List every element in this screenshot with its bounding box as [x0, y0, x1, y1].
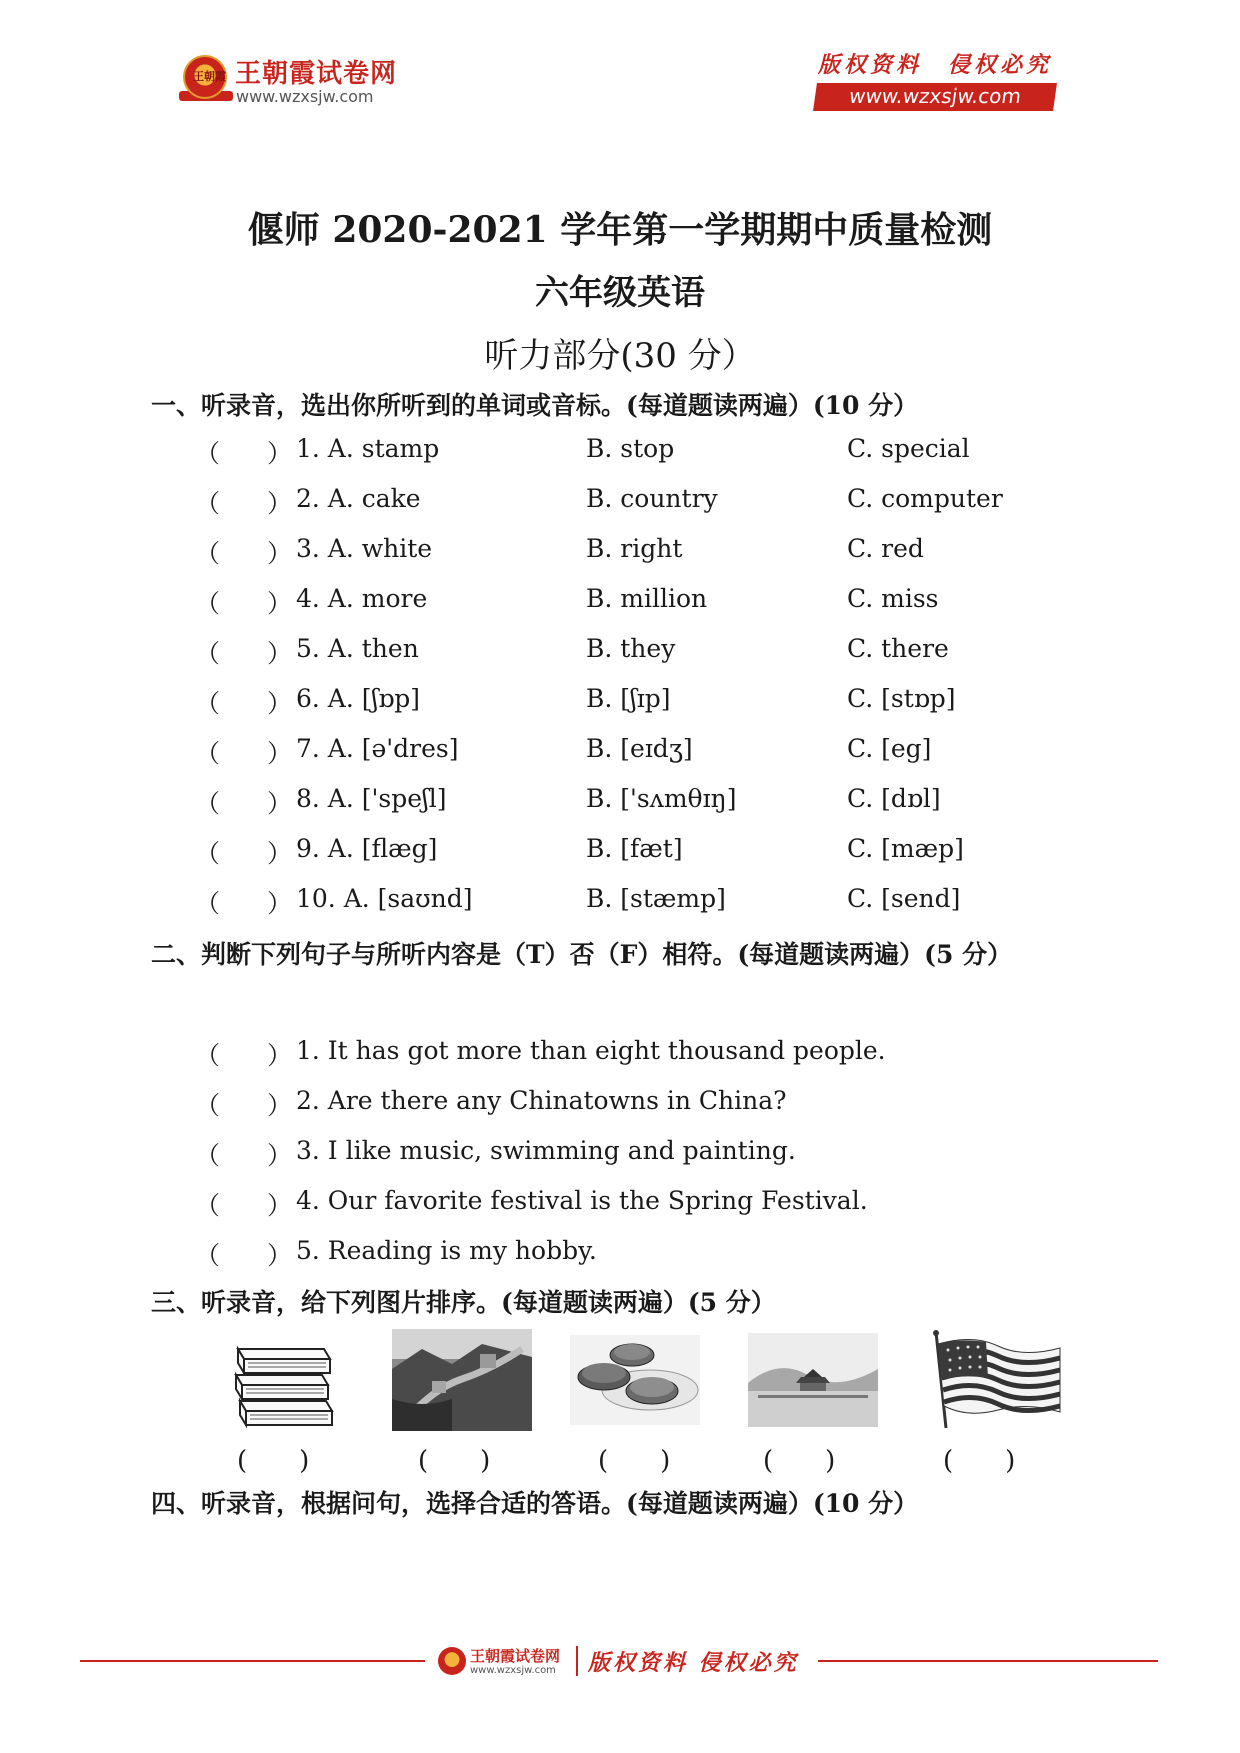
answer-paren-close: ） [267, 789, 293, 818]
option-b: B. [eɪdʒ] [586, 734, 693, 763]
answer-paren-close: ） [267, 839, 293, 868]
answer-paren-close: ） [267, 739, 293, 768]
answer-blank-1[interactable]: ( ) [237, 1446, 310, 1476]
answer-paren-open[interactable]: （ [195, 639, 221, 668]
answer-paren-close: ） [267, 689, 293, 718]
footer-brand-name: 王朝霞试卷网 [470, 1647, 561, 1665]
copyright-block [815, 48, 1055, 111]
brand-url: www.wzxsjw.com [236, 87, 374, 106]
section-part-title: 听力部分(30 分） [484, 336, 756, 376]
option-c: C. [eg] [847, 734, 932, 763]
books-picture [230, 1325, 342, 1435]
answer-paren-open[interactable]: （ [195, 839, 221, 868]
section3-heading: 三、听录音，给下列图片排序。(每道题读两遍）(5 分） [151, 1288, 776, 1317]
answer-paren-open[interactable]: （ [195, 439, 221, 468]
footer-divider-left [80, 1660, 425, 1662]
answer-paren-open[interactable]: （ [195, 1191, 221, 1220]
seal-text: 王朝霞 [193, 70, 226, 83]
footer-brand-url: www.wzxsjw.com [470, 1665, 556, 1676]
option-b: B. stop [586, 434, 675, 463]
option-b: B. ['sʌmθɪŋ] [586, 784, 737, 813]
answer-paren-close: ） [267, 1191, 293, 1220]
answer-paren-close: ） [267, 439, 293, 468]
option-a: 2. A. cake [296, 484, 421, 513]
answer-blank-3[interactable]: ( ) [598, 1446, 671, 1476]
answer-paren-close: ） [267, 1141, 293, 1170]
option-b: B. they [586, 634, 676, 663]
answer-paren-close: ） [267, 539, 293, 568]
answer-paren-open[interactable]: （ [195, 1241, 221, 1270]
option-a: 9. A. [flæg] [296, 834, 438, 863]
landscape-picture [748, 1325, 878, 1435]
answer-paren-open[interactable]: （ [195, 589, 221, 618]
exam-title: 偃师 2020-2021 学年第一学期期中质量检测 [247, 209, 993, 251]
answer-paren-close: ） [267, 589, 293, 618]
statement-text: 5. Reading is my hobby. [296, 1236, 597, 1265]
option-a: 6. A. [ʃɒp] [296, 684, 421, 713]
answer-paren-open[interactable]: （ [195, 489, 221, 518]
brand-name: 王朝霞试卷网 [235, 59, 398, 89]
option-b: B. [fæt] [586, 834, 683, 863]
option-a: 4. A. more [296, 584, 428, 613]
footer-logo [438, 1645, 578, 1681]
option-b: B. right [586, 534, 683, 563]
option-c: C. computer [847, 484, 1003, 513]
option-a: 7. A. [ə'dres] [296, 734, 459, 763]
answer-paren-open[interactable]: （ [195, 789, 221, 818]
answer-blank-4[interactable]: ( ) [763, 1446, 836, 1476]
section1-heading: 一、听录音，选出你所听到的单词或音标。(每道题读两遍）(10 分） [151, 391, 919, 420]
option-c: C. [dɒl] [847, 784, 941, 813]
option-a: 8. A. ['speʃl] [296, 784, 447, 813]
mooncakes-picture [570, 1325, 700, 1435]
answer-paren-open[interactable]: （ [195, 539, 221, 568]
option-a: 1. A. stamp [296, 434, 440, 463]
answer-paren-open[interactable]: （ [195, 739, 221, 768]
option-b: B. million [586, 584, 708, 613]
answer-paren-close: ） [267, 889, 293, 918]
option-b: B. country [586, 484, 718, 513]
answer-paren-close: ） [267, 489, 293, 518]
answer-blank-5[interactable]: ( ) [943, 1446, 1016, 1476]
footer-separator [576, 1646, 578, 1676]
exam-subject: 六年级英语 [535, 273, 705, 313]
option-b: B. [ʃɪp] [586, 684, 671, 713]
answer-paren-close: ） [267, 1241, 293, 1270]
footer-seal-icon [438, 1647, 466, 1675]
statement-text: 4. Our favorite festival is the Spring Festival. [296, 1186, 868, 1215]
flag-picture [928, 1325, 1063, 1435]
option-a: 5. A. then [296, 634, 419, 663]
answer-paren-open[interactable]: （ [195, 1141, 221, 1170]
section2-heading: 二、判断下列句子与所听内容是（T）否（F）相符。(每道题读两遍）(5 分） [151, 940, 1013, 969]
option-b: B. [stæmp] [586, 884, 726, 913]
answer-paren-open[interactable]: （ [195, 689, 221, 718]
option-c: C. [mæp] [847, 834, 964, 863]
option-c: C. [stɒp] [847, 684, 956, 713]
answer-paren-close: ） [267, 1041, 293, 1070]
answer-paren-open[interactable]: （ [195, 1041, 221, 1070]
copyright-url: www.wzxsjw.com [813, 83, 1057, 111]
footer-copyright: 版权资料 侵权必究 [588, 1650, 799, 1676]
brand-logo [183, 55, 423, 111]
option-c: C. [send] [847, 884, 961, 913]
copyright-text: 版权资料 侵权必究 [817, 52, 1052, 78]
option-c: C. there [847, 634, 949, 663]
option-c: C. special [847, 434, 970, 463]
option-a: 10. A. [saʊnd] [296, 884, 473, 913]
section4-heading: 四、听录音，根据问句，选择合适的答语。(每道题读两遍）(10 分） [151, 1489, 919, 1518]
option-c: C. red [847, 534, 924, 563]
answer-paren-open[interactable]: （ [195, 889, 221, 918]
statement-text: 3. I like music, swimming and painting. [296, 1136, 796, 1165]
answer-paren-close: ） [267, 639, 293, 668]
answer-paren-open[interactable]: （ [195, 1091, 221, 1120]
footer-divider-right [818, 1660, 1158, 1662]
answer-paren-close: ） [267, 1091, 293, 1120]
option-c: C. miss [847, 584, 939, 613]
statement-text: 1. It has got more than eight thousand people. [296, 1036, 886, 1065]
statement-text: 2. Are there any Chinatowns in China? [296, 1086, 787, 1115]
great-wall-picture [392, 1325, 532, 1435]
option-a: 3. A. white [296, 534, 433, 563]
answer-blank-2[interactable]: ( ) [418, 1446, 491, 1476]
